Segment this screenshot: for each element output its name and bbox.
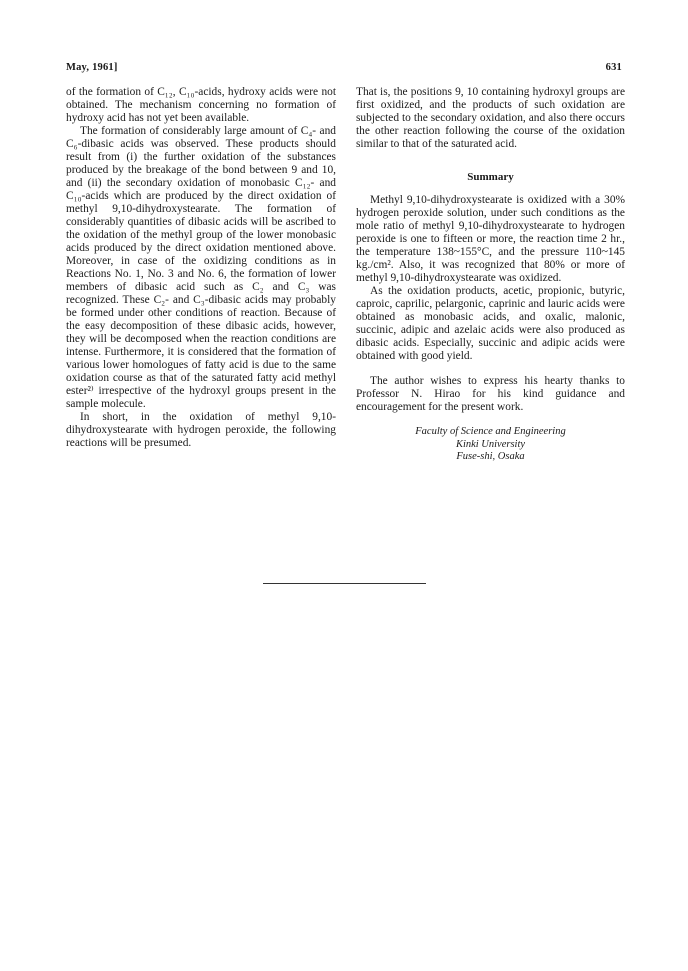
left-column: [66, 86, 336, 450]
summary-heading: Summary: [467, 171, 514, 183]
running-header: [66, 62, 622, 73]
paragraph-dibasic-acids: The formation of considerably large amount of C₄- and C₆-dibasic acids was observed. These products should result from (i) the further oxidation of the substances produced by the breakage of the bond between 9 and 10, and (ii) the secondary oxidation of monobasic C₁₂- and C₁₀-acids which are produced by the direct oxidation of methyl 9,10-dihydroxystearate. The formation of considerably quantities of dibasic acids will be ascribed to the oxidation of the methyl group of the lower monobasic acids produced by the direct oxidation mentioned above. Moreover, in case of the oxidizing conditions as in Reactions No. 1, No. 3 and No. 6, the formation of lower members of dibasic acid such as C₂ and C₃ was recognized. These C₂- and C₃-dibasic acids may probably be formed under other conditions of reaction. Because of the easy decomposition of these dibasic acids, however, they will be decomposed when the reaction conditions are intense. Furthermore, it is considered that the formation of various lower homologues of fatty acid is due to the same oxidation course as that of the saturated fatty acid methyl ester²⁾ irrespective of the hydroxyl groups present in the sample molecule.: [66, 125, 336, 410]
summary-paragraph-1: Methyl 9,10-dihydroxystearate is oxidized with a 30% hydrogen peroxide solution, under such conditions as the mole ratio of methyl 9,10-dihydroxystearate to hydrogen peroxide is one to fifteen or more, the reaction time 2 hr., the temperature 138~155°C, and the pressure 110~145 kg./cm². Also, it was recognized that 80% or more of methyl 9,10-dihydroxystearate was oxidized.: [356, 194, 625, 284]
acknowledgement: The author wishes to express his hearty thanks to Professor N. Hirao for his kind guidance and encouragement for the present work.: [356, 375, 625, 413]
header-date: May, 1961]: [66, 62, 118, 73]
affiliation-faculty: Faculty of Science and Engineering: [415, 426, 566, 437]
author-affiliation: [356, 426, 625, 464]
page-number: 631: [605, 62, 622, 73]
end-rule: [263, 583, 426, 584]
paragraph-continuation: of the formation of C₁₂, C₁₀-acids, hydroxy acids were not obtained. The mechanism concerning no formation of hydroxy acid has not yet been available.: [66, 86, 336, 124]
paragraph-that-is: That is, the positions 9, 10 containing hydroxyl groups are first oxidized, and the products of such oxidation are subjected to the secondary oxidation, and also there occurs the other reaction following the course of the oxidation similar to that of the saturated acid.: [356, 86, 625, 150]
summary-paragraph-2: As the oxidation products, acetic, propionic, butyric, caproic, caprilic, pelargonic, caprinic and lauric acids were obtained as monobasic acids, and oxalic, malonic, succinic, adipic and azelaic acids were also produced as dibasic acids. Especially, succinic and adipic acids were obtained with good yield.: [356, 285, 625, 362]
paragraph-in-short: In short, in the oxidation of methyl 9,10-dihydroxystearate with hydrogen peroxide, the following reactions will be presumed.: [66, 411, 336, 449]
affiliation-university: Kinki University: [455, 438, 526, 450]
affiliation-location: Fuse-shi, Osaka: [456, 451, 525, 462]
right-column: [356, 86, 625, 464]
